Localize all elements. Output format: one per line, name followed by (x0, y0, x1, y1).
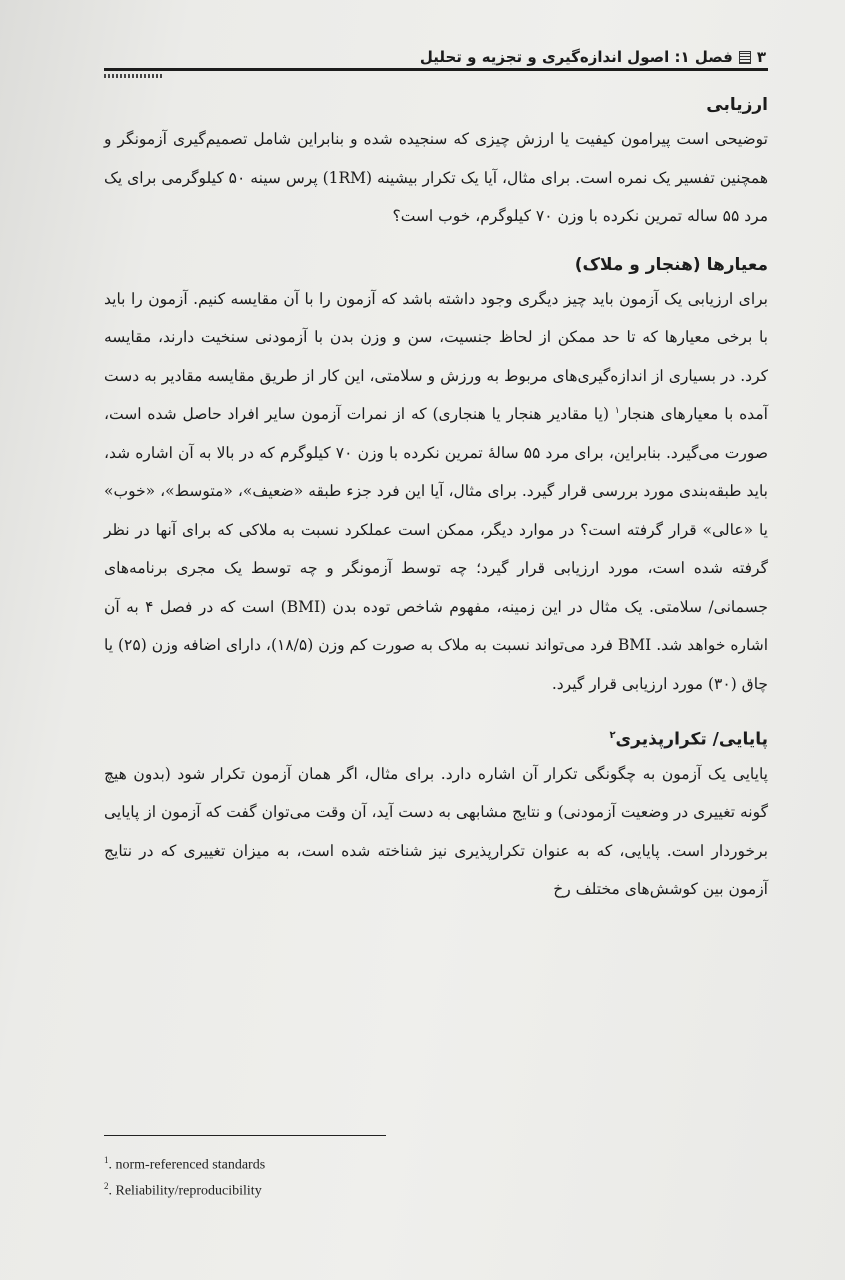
running-header (104, 44, 766, 70)
footnote-ref-2: ۲ (609, 730, 616, 741)
paragraph-norms-part1: برای ارزیابی یک آزمون باید چیز دیگری وجود داشته باشد که آزمون را با آن مقایسه کنیم. آزمون را باید با برخی معیارها که تا حد ممکن از لحاظ جنسیت، سن و وزن بدن با آزمودنی سنخیت دارند، مقایسه کرد. در بسیاری از اندازه‌گیری‌های مربوط به ورزش و سلامتی، این کار از طریق مقایسه مقادیر به دست آمده با معیارهای هنجار (104, 289, 768, 423)
footnote-rule (104, 1135, 386, 1136)
footnote-2 (104, 1176, 464, 1202)
footnote-1 (104, 1150, 464, 1176)
heading-norms-criteria: معیارها (هنجار و ملاک) (574, 254, 768, 275)
paragraph-evaluation: توضیحی است پیرامون کیفیت یا ارزش چیزی که سنجیده شده و بنابراین شامل تصمیم‌گیری آزمونگر و همچنین تفسیر یک نمره است. برای مثال، آیا یک تکرار بیشینه (1RM) پرس سینه ۵۰ کیلوگرمی برای یک مرد ۵۵ ساله تمرین نکرده با وزن ۷۰ کیلوگرم، خوب است؟ (104, 130, 769, 225)
footnotes (104, 1150, 464, 1201)
footnote-2-text: . Reliability/reproducibility (108, 1183, 262, 1199)
paragraph-reliability: پایایی یک آزمون به چگونگی تکرار آن اشاره دارد. برای مثال، اگر همان آزمون تکرار شود (بدون هیچ گونه تغییری در وضعیت آزمودنی) و نتایج مشابهی به دست آید، آن وقت می‌توان گفت که آزمون از پایایی برخوردار است. پایایی، که به عنوان تکرارپذیری نیز شناخته شده است، به میزان تغییری که در نتایج آزمون بین کوشش‌های مختلف رخ (104, 764, 768, 899)
heading-reliability-text: پایایی/ تکرارپذیری (615, 729, 768, 750)
paragraph-norms-part2: (یا مقادیر هنجار یا هنجاری) که از نمرات آزمون سایر افراد حاصل شده است، صورت می‌گیرد. بنابراین، برای مرد ۵۵ سالهٔ تمرین نکرده با وزن ۷۰ کیلوگرم که در بالا به آن اشاره شد، باید طبقه‌بندی مورد بررسی قرار گیرد. برای مثال، آیا این فرد جزء طبقه «ضعیف»، «متوسط»، «خوب» یا «عالی» قرار گرفته است؟ در موارد دیگر، ممکن است عملکرد نسبت به ملاکی که برای آنها در نظر گرفته شده است، مورد ارزیابی قرار گیرد؛ چه توسط آزمونگر و چه توسط یک مجری برنامه‌های جسمانی/ سلامتی. یک مثال در این زمینه، مفهوم شاخص توده بدن (BMI) است که در فصل ۴ به آن اشاره خواهد شد. BMI فرد می‌تواند نسبت به ملاک به صورت کم وزن (۱۸/۵)، دارای اضافه وزن (۲۵) یا چاق (۳۰) مورد ارزیابی قرار گیرد. (104, 405, 769, 693)
chapter-title: فصل ۱: اصول اندازه‌گیری و تجزیه و تحلیل (419, 48, 733, 66)
page-number: ۳ (756, 48, 766, 66)
heading-reliability (104, 721, 768, 755)
paragraph-norms-criteria (104, 280, 768, 704)
footnote-1-number: 1 (104, 1155, 109, 1165)
footnote-ref-1: ۱ (614, 405, 620, 416)
header-rule (104, 68, 768, 71)
header-dotted-ornament (104, 74, 162, 78)
footnote-1-text: . norm-referenced standards (108, 1157, 266, 1173)
heading-evaluation: ارزیابی (706, 95, 768, 115)
page-content (104, 90, 768, 909)
footnote-2-number: 2 (104, 1180, 109, 1191)
book-chapter-icon (739, 51, 751, 64)
